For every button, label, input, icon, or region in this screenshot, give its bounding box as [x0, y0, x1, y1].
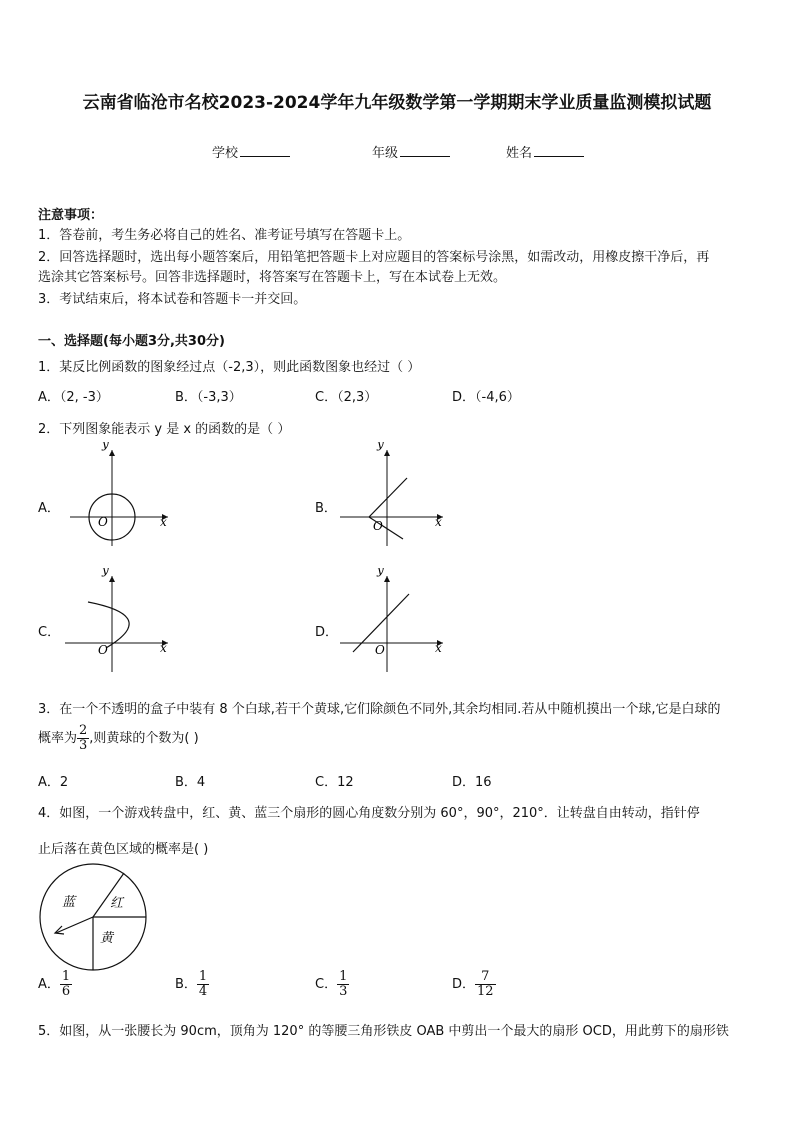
note-1: 1．答卷前，考生务必将自己的姓名、准考证号填写在答题卡上。 — [38, 228, 411, 243]
q4-option-b: B． $\frac{1}{4}$ — [175, 969, 208, 999]
q4-stem-line2: 止后落在黄色区域的概率是( ) — [38, 842, 209, 857]
note-2a: 2．回答选择题时，选出每小题答案后，用铅笔把答题卡上对应题目的答案标号涂黑，如需改动，用橡皮擦干净后，再 — [38, 250, 710, 265]
q2-stem: 2．下列图象能表示 y 是 x 的函数的是（ ） — [38, 422, 291, 437]
q3-option-d: D．16 — [452, 775, 492, 790]
svg-text:y: y — [102, 568, 109, 577]
svg-text:O: O — [98, 515, 108, 529]
notes-heading: 注意事项： — [38, 208, 104, 223]
q2-option-b: B． — [315, 501, 337, 516]
q4-stem-line1: 4．如图，一个游戏转盘中，红、黄、蓝三个扇形的圆心角度数分别为 60°，90°，210°．让转盘自由转动，指针停 — [38, 806, 700, 821]
q1-option-b: B．（-3,3） — [175, 390, 242, 405]
q5-stem: 5．如图，从一张腰长为 90cm，顶角为 120° 的等腰三角形铁皮 OAB 中剪出一个最大的扇形 OCD，用此剪下的扇形铁 — [38, 1024, 729, 1039]
q4-option-d: D． $\frac{7}{12}$ — [452, 969, 494, 999]
svg-text:x: x — [160, 641, 167, 655]
svg-text:黄: 黄 — [100, 931, 114, 946]
q1-option-c: C．（2,3） — [315, 390, 378, 405]
q4-spinner-diagram — [34, 860, 158, 972]
q1-option-a: A．（2, -3） — [38, 390, 109, 405]
q2-option-a: A． — [38, 501, 60, 516]
q3-stem-line2: 概率为 $\frac{2}{3}$ ,则黄球的个数为( ) — [38, 723, 199, 753]
q4-option-a: A． $\frac{1}{6}$ — [38, 969, 71, 999]
q3-stem-line1: 3．在一个不透明的盒子中装有 8 个白球,若干个黄球,它们除颜色不同外,其余均相同.若从中随机摸出一个球,它是白球的 — [38, 702, 721, 717]
q2-graph-d — [335, 568, 455, 678]
q2-option-c: C． — [38, 625, 61, 640]
q2-graph-b — [335, 442, 455, 552]
q3-fraction: $\frac{2}{3}$ — [79, 723, 88, 753]
q3-option-c: C．12 — [315, 775, 354, 790]
q4-option-c: C． $\frac{1}{3}$ — [315, 969, 348, 999]
name-field: 姓名 — [506, 142, 584, 161]
section-heading: 一、选择题(每小题3分,共30分) — [38, 334, 225, 349]
svg-text:红: 红 — [110, 896, 124, 911]
q3-option-a: A．2 — [38, 775, 69, 790]
note-2b: 选涂其它答案标号。回答非选择题时，将答案写在答题卡上，写在本试卷上无效。 — [38, 270, 507, 285]
grade-field: 年级 — [372, 142, 450, 161]
svg-text:x: x — [160, 515, 167, 529]
svg-text:y: y — [377, 442, 384, 451]
q1-stem: 1．某反比例函数的图象经过点（-2,3），则此函数图象也经过（ ） — [38, 360, 421, 375]
svg-text:x: x — [435, 515, 442, 529]
svg-text:O: O — [98, 643, 108, 657]
svg-text:y: y — [102, 442, 109, 451]
page-title: 云南省临沧市名校2023-2024学年九年级数学第一学期期末学业质量监测模拟试题 — [82, 93, 712, 113]
q3-option-b: B．4 — [175, 775, 206, 790]
svg-text:O: O — [373, 519, 383, 533]
svg-text:y: y — [377, 568, 384, 577]
q1-option-d: D．（-4,6） — [452, 390, 520, 405]
q2-graph-a — [60, 442, 180, 552]
school-field: 学校 — [212, 142, 290, 161]
svg-text:O: O — [375, 643, 385, 657]
q2-graph-c — [60, 568, 180, 678]
svg-text:x: x — [435, 641, 442, 655]
q2-option-d: D． — [315, 625, 339, 640]
svg-text:蓝: 蓝 — [62, 895, 76, 910]
note-3: 3．考试结束后，将本试卷和答题卡一并交回。 — [38, 292, 307, 307]
